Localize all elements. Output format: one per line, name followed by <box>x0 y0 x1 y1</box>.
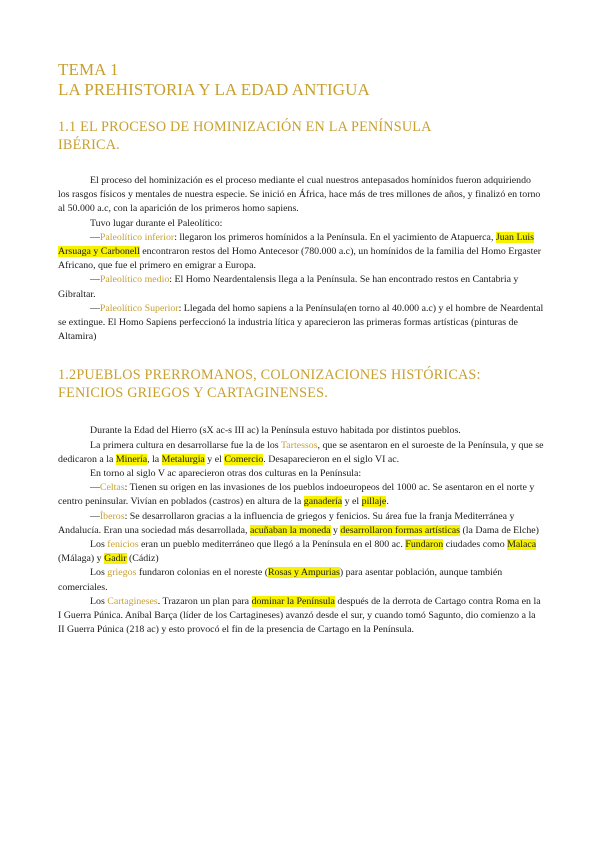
highlight: Rosas y Ampurias <box>267 567 340 579</box>
fenicios-paragraph: Los fenicios eran un pueblo mediterráneo que llegó a la Península en el 800 ac. Fundaron ciudades como Malaca (Málaga) y Gadir (Cádiz) <box>58 539 537 565</box>
paragraph: Tuvo lugar durante el Paleolítico: <box>90 217 223 229</box>
highlight: Fundaron <box>405 539 444 551</box>
highlight: acuñaban la moneda <box>249 524 331 536</box>
highlight: Juan Luis Arsuaga y Carbonell <box>58 231 535 258</box>
document-page <box>58 60 544 637</box>
highlight: Comercio <box>224 453 264 465</box>
term: fenicios <box>107 539 139 551</box>
griegos-paragraph: Los griegos fundaron colonias en el noreste (Rosas y Ampurias) para asentar población, aunque también comerciales. <box>58 567 503 593</box>
section-heading-1-2: 1.2PUEBLOS PRERROMANOS, COLONIZACIONES HISTÓRICAS: FENICIOS GRIEGOS Y CARTAGINENSES. <box>58 367 481 402</box>
cartagineses-paragraph: Los Cartagineses. Trazaron un plan para dominar la Península después de la derrota de Cartago contra Roma en la I Guerra Púnica. Aníbal Barça (líder de los Cartagineses) avanzó desde el sur, y cuando tomó Sagunto, dio comienzo a la II Guerra Púnica (218 ac) y esto provocó el fin de la presencia de Cartago en la Península. <box>58 595 541 636</box>
paragraph: Durante la Edad del Hierro (sX ac-s III ac) la Península estuvo habitada por distintos pueblos. <box>90 425 461 437</box>
term: Cartagineses <box>107 595 158 607</box>
term: Paleolítico inferior <box>99 231 175 243</box>
highlight: ganadería <box>303 496 343 508</box>
term: Íberos <box>99 510 125 522</box>
paragraph: En torno al siglo V ac aparecieron otras dos culturas en la Península: <box>90 468 362 480</box>
highlight: Gadir <box>104 553 127 565</box>
iberos-item: —Íberos: Se desarrollaron gracias a la influencia de griegos y fenicios. Su área fue la franja Mediterránea y Andalucía. Eran una sociedad más desarrollada, acuñaban la moneda y desarrollaron formas artísticas (la Dama de Elche) <box>58 510 539 536</box>
paleolitico-inferior-item: —Paleolítico inferior: llegaron los primeros homínidos a la Península. En el yacimiento de Atapuerca, Juan Luis Arsuaga y Carbonell encontraron restos del Homo Antecesor (780.000 a.c), un homínidos de la familia del Homo Ergaster Africano, que fue el primero en emigrar a Europa. <box>58 231 542 272</box>
highlight: Minería <box>115 453 148 465</box>
paleolitico-superior-item: —Paleolítico Superior: Llegada del homo sapiens a la Península(en torno al 40.000 a.c) y el hombre de Neardental se extingue. El Homo Sapiens perfeccionó la industria lítica y aparecieron las primeras formas artísticas (pinturas de Altamira) <box>58 302 544 343</box>
highlight: Metalurgia <box>161 453 205 465</box>
highlight: pillaje <box>361 496 387 508</box>
highlight: desarrollaron formas artísticas <box>340 524 460 536</box>
term: Celtas <box>99 482 125 494</box>
highlight: Malaca <box>507 539 537 551</box>
tema-label: TEMA 1 <box>58 60 119 79</box>
highlight: dominar la Península <box>251 595 335 607</box>
paragraph: El proceso del hominización es el proceso mediante el cual nuestros antepasados homínidos fueron adquiriendo los rasgos físicos y mentales de nuestra especie. Se inició en África, hace más de tres millones de años, y finalizó en torno al 50.000 a.c, con la aparición de los primeros homo sapiens. <box>58 175 541 215</box>
term: griegos <box>107 567 137 579</box>
tartessos-paragraph: La primera cultura en desarrollarse fue la de los Tartessos, que se asentaron en el suroeste de la Península, y que se dedicaron a la Minería, la Metalurgia y el Comercio. Desaparecieron en el siglo VI ac. <box>58 439 544 465</box>
term: Tartessos <box>280 439 318 451</box>
term: Paleolítico medio <box>99 274 170 286</box>
tema-title: LA PREHISTORIA Y LA EDAD ANTIGUA <box>58 80 370 99</box>
document-title <box>58 60 544 100</box>
section-heading-1-1: 1.1 EL PROCESO DE HOMINIZACIÓN EN LA PENÍNSULA IBÉRICA. <box>58 119 432 153</box>
section-1-2-body <box>58 424 544 637</box>
celtas-item: —Celtas: Tienen su origen en las invasiones de los pueblos indoeuropeos del 1000 ac. Se asentaron en el norte y centro peninsular. Vivían en poblados (castros) en altura de la ganadería y el pillaje. <box>58 482 535 508</box>
term: Paleolítico Superior <box>99 302 179 314</box>
paleolitico-medio-item: —Paleolítico medio: El Homo Neardentalensis llega a la Península. Se han encontrado restos en Cantabria y Gibraltar. <box>58 274 519 300</box>
section-1-1-body <box>58 174 544 344</box>
